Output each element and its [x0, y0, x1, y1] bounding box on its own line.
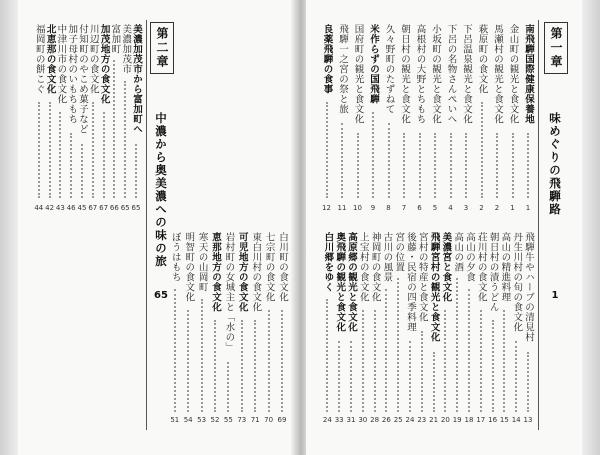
toc-leader-dots	[187, 310, 191, 413]
toc-leader-dots	[434, 133, 438, 198]
toc-leader-dots	[254, 320, 258, 412]
toc-page-number: 10	[353, 204, 362, 212]
toc-leader-dots	[374, 310, 378, 413]
toc-leader-dots	[496, 133, 500, 198]
toc-page-number: 46	[66, 204, 76, 212]
toc-page-number: 52	[210, 416, 220, 424]
toc-entry-title: 寒天の山岡町	[196, 232, 208, 292]
toc-leader-dots	[419, 133, 423, 198]
toc-entry	[381, 24, 397, 224]
toc-entry-title: 下呂の名物さんぺいへ	[445, 24, 457, 124]
toc-leader-dots	[362, 310, 366, 413]
toc-entry-title: 上宝村の食文化	[357, 232, 369, 302]
toc-page-number: 5	[432, 204, 438, 212]
toc-page-number: 17	[476, 416, 486, 424]
toc-leader-dots	[341, 123, 345, 199]
toc-entry-title: 富加町	[109, 24, 121, 54]
toc-page-number: 42	[45, 204, 55, 212]
chapter-divider-left	[146, 20, 147, 430]
toc-leader-dots	[174, 289, 178, 413]
toc-leader-dots	[385, 289, 389, 413]
toc-page-number: 19	[452, 416, 462, 424]
toc-leader-dots	[527, 133, 531, 198]
toc-entry-title: 丹生川村の旬の食文化	[511, 232, 523, 332]
toc-entry-title: 中津川市の食文化	[55, 24, 67, 104]
toc-leader-dots	[338, 341, 342, 412]
toc-entry-title: 宮の位置	[393, 232, 405, 272]
toc-page-number: 18	[464, 416, 474, 424]
toc-leader-dots	[268, 310, 272, 413]
toc-leader-dots	[481, 102, 485, 199]
toc-entry	[31, 24, 47, 224]
toc-entry-title: 馬瀬村の観光と食文化	[492, 24, 503, 124]
toc-entry	[412, 24, 428, 224]
toc-entry-title: 福岡町の餅こぐ	[33, 24, 45, 94]
toc-page-number: 70	[264, 416, 274, 424]
toc-leader-dots	[49, 102, 53, 199]
toc-entry-title: 岩村町の女城主と「水の」	[223, 232, 235, 352]
toc-entry-title: 神岡町の食文化	[369, 232, 381, 302]
toc-page-number: 67	[88, 204, 98, 212]
toc-leader-dots	[372, 112, 376, 198]
toc-page-number: 71	[250, 416, 260, 424]
toc-entry-title: 飛騨宮村の観光と食文化	[428, 232, 440, 342]
toc-entry-title: 国府町の観光と食文化	[352, 24, 364, 124]
toc-leader-dots	[227, 362, 231, 412]
toc-entry	[520, 24, 536, 224]
toc-entry-title: 金山町の観光と食文化	[507, 24, 519, 124]
book-edge-left	[0, 0, 18, 455]
toc-page-number: 1	[510, 204, 515, 212]
toc-entry-title: 高根村の大野とちもち	[414, 24, 426, 124]
toc-leader-dots	[357, 133, 361, 198]
toc-page-number: 30	[358, 416, 368, 424]
toc-leader-dots	[450, 133, 454, 198]
toc-entry-title: 荘川村の食文化	[475, 232, 487, 302]
toc-entry-title: 朝日村の観光と食文化	[399, 24, 410, 124]
toc-leader-dots	[201, 299, 205, 412]
toc-page-number: 1	[525, 204, 531, 212]
toc-entry-title: 七宗町の食文化	[263, 232, 275, 302]
toc-leader-dots	[214, 320, 218, 412]
toc-page-number: 9	[370, 204, 376, 212]
toc-entry-title: 高山の夕食	[464, 232, 475, 282]
toc-page-number: 28	[370, 416, 380, 424]
toc-page-number: 66	[109, 204, 119, 212]
toc-entry-title: 美濃加茂市	[120, 24, 132, 74]
chapter-divider-right	[538, 20, 539, 430]
toc-page-number: 54	[183, 416, 193, 424]
toc-entry	[505, 24, 521, 224]
toc-entry-title: 米作らずの国飛騨	[368, 24, 379, 104]
toc-page-number: 55	[223, 416, 233, 424]
toc-page-number: 65	[131, 204, 141, 212]
toc-entry-title: 小坂町の観光と食文化	[430, 24, 441, 124]
toc-entry-title: 付知町のやこめ菓子など	[77, 24, 88, 134]
toc-entry	[334, 24, 350, 224]
toc-entry-title: 奥飛騨の観光と食文化	[334, 232, 346, 332]
toc-entry-title: 白川町の食文化	[277, 232, 288, 302]
toc-leader-dots	[326, 102, 330, 199]
left-chapter-title: 中濃から奥美濃への味の旅	[154, 112, 168, 268]
toc-leader-dots	[281, 310, 285, 413]
left-chapter-page: 65	[154, 290, 168, 301]
toc-page-number: 16	[488, 416, 498, 424]
toc-page-number: 69	[277, 416, 287, 424]
toc-leader-dots	[81, 144, 85, 199]
toc-page-number: 33	[334, 416, 344, 424]
toc-entry	[458, 24, 474, 224]
toc-entry	[489, 24, 505, 224]
toc-entry-title: 萩原町の食文化	[476, 24, 488, 94]
toc-leader-dots	[503, 310, 507, 413]
toc-leader-dots	[59, 112, 63, 198]
right-page	[306, 0, 582, 455]
toc-leader-dots	[456, 278, 460, 412]
toc-leader-dots	[113, 60, 117, 199]
toc-entry	[319, 232, 335, 437]
toc-entry-title: 明智町の食文化	[183, 232, 195, 302]
toc-page-number: 45	[77, 204, 87, 212]
toc-leader-dots	[409, 341, 413, 412]
toc-leader-dots	[388, 123, 392, 199]
toc-page-number: 24	[322, 416, 332, 424]
toc-entry	[443, 24, 459, 224]
toc-entry-title: 加茂地方の食文化	[98, 24, 110, 104]
toc-leader-dots	[433, 352, 437, 413]
toc-entry-title: 飛騨牛やハーブの清見村	[523, 232, 534, 342]
right-chapter-title: 味めぐりの飛騨路	[548, 112, 562, 216]
toc-leader-dots	[403, 133, 407, 198]
toc-leader-dots	[350, 341, 354, 412]
toc-entry-title: 恵那地方の食文化	[210, 232, 221, 312]
toc-entry-title: 飛騨一之宮の祭と旅	[337, 24, 348, 114]
toc-page-number: 26	[381, 416, 391, 424]
toc-entry-title: 南飛騨国際健康保養地	[523, 24, 534, 124]
toc-page-number: 11	[337, 204, 347, 212]
toc-page-number: 20	[440, 416, 450, 424]
toc-leader-dots	[527, 352, 531, 413]
book-edge-right	[582, 0, 600, 455]
toc-entry-title: 朝日村の漬うどん	[487, 232, 499, 312]
toc-page-number: 65	[120, 204, 130, 212]
toc-leader-dots	[397, 278, 401, 412]
toc-leader-dots	[512, 133, 516, 198]
toc-entry-title: 高原郷の観光と食文化	[346, 232, 357, 332]
toc-entry-title: 加子母村のいもちもち	[66, 24, 78, 124]
toc-page-number: 23	[417, 416, 427, 424]
toc-entry-title: 久々野町のたずねて	[383, 24, 395, 114]
toc-page-number: 15	[499, 416, 509, 424]
toc-page-number: 14	[511, 416, 521, 424]
toc-entry	[167, 232, 183, 437]
toc-entry-title: 川辺町の食文化	[87, 24, 99, 94]
toc-page-number: 3	[463, 204, 469, 212]
toc-entry-title: 美濃加茂市から富加町へ	[131, 24, 142, 134]
toc-entry	[474, 24, 490, 224]
toc-page-number: 2	[479, 204, 484, 212]
toc-page-number: 43	[55, 204, 65, 212]
toc-page-number: 6	[417, 204, 422, 212]
toc-page-number: 13	[523, 416, 533, 424]
toc-page-number: 12	[322, 204, 331, 212]
toc-entry	[365, 24, 381, 224]
toc-leader-dots	[124, 81, 128, 199]
toc-leader-dots	[103, 112, 107, 198]
toc-leader-dots	[70, 133, 74, 198]
toc-page-number: 4	[448, 204, 453, 212]
toc-page-number: 25	[393, 416, 403, 424]
toc-leader-dots	[468, 289, 472, 413]
toc-leader-dots	[480, 310, 484, 413]
toc-entry-title: 北恵那の食文化	[44, 24, 56, 94]
left-page	[18, 0, 296, 455]
toc-page-number: 53	[197, 416, 207, 424]
toc-leader-dots	[492, 320, 496, 412]
toc-entry-title: 古川の風景	[381, 232, 393, 282]
toc-entry-title: 美濃宮と食文化	[440, 232, 452, 302]
toc-entry-title: 良薬飛騨の食事	[321, 24, 333, 94]
toc-entry-title: 下呂温泉観光と食文化	[461, 24, 472, 124]
toc-page-number: 8	[386, 204, 391, 212]
toc-leader-dots	[465, 133, 469, 198]
toc-entry-title: 白川郷をゆく	[322, 232, 334, 292]
toc-entry	[350, 24, 366, 224]
toc-page-number: 24	[405, 416, 415, 424]
toc-entry-title: 東白川村の食文化	[250, 232, 262, 312]
toc-page-number: 31	[346, 416, 356, 424]
toc-entry	[396, 24, 412, 224]
toc-leader-dots	[135, 144, 139, 199]
toc-entry	[319, 24, 335, 224]
toc-leader-dots	[421, 331, 425, 413]
right-chapter-page: 1	[551, 290, 559, 301]
toc-leader-dots	[38, 102, 42, 199]
toc-leader-dots	[444, 310, 448, 413]
toc-entry-title: ぼうはもち	[169, 232, 181, 282]
toc-entry	[427, 24, 443, 224]
toc-page-number: 67	[99, 204, 109, 212]
toc-page-number: 51	[170, 416, 180, 424]
toc-page-number: 44	[34, 204, 44, 212]
toc-page-number: 2	[494, 204, 500, 212]
toc-page-number: 73	[237, 416, 247, 424]
toc-entry-title: 可児地方の食文化	[236, 232, 248, 312]
toc-entry-title: 後藤・民宿の四季料理	[405, 232, 416, 332]
toc-page-number: 7	[401, 204, 407, 212]
toc-entry-title: 高山の酒	[452, 232, 464, 272]
toc-entry-title: 宮村の特産と食文化	[416, 232, 428, 322]
toc-page-number: 21	[429, 416, 439, 424]
toc-leader-dots	[92, 102, 96, 199]
toc-leader-dots	[241, 320, 245, 412]
toc-leader-dots	[515, 341, 519, 412]
left-chapter-label: 第二章	[150, 22, 174, 74]
right-chapter-label: 第一章	[544, 22, 568, 74]
toc-entry-title: 高山の精進料理	[499, 232, 511, 302]
toc-leader-dots	[326, 299, 330, 412]
